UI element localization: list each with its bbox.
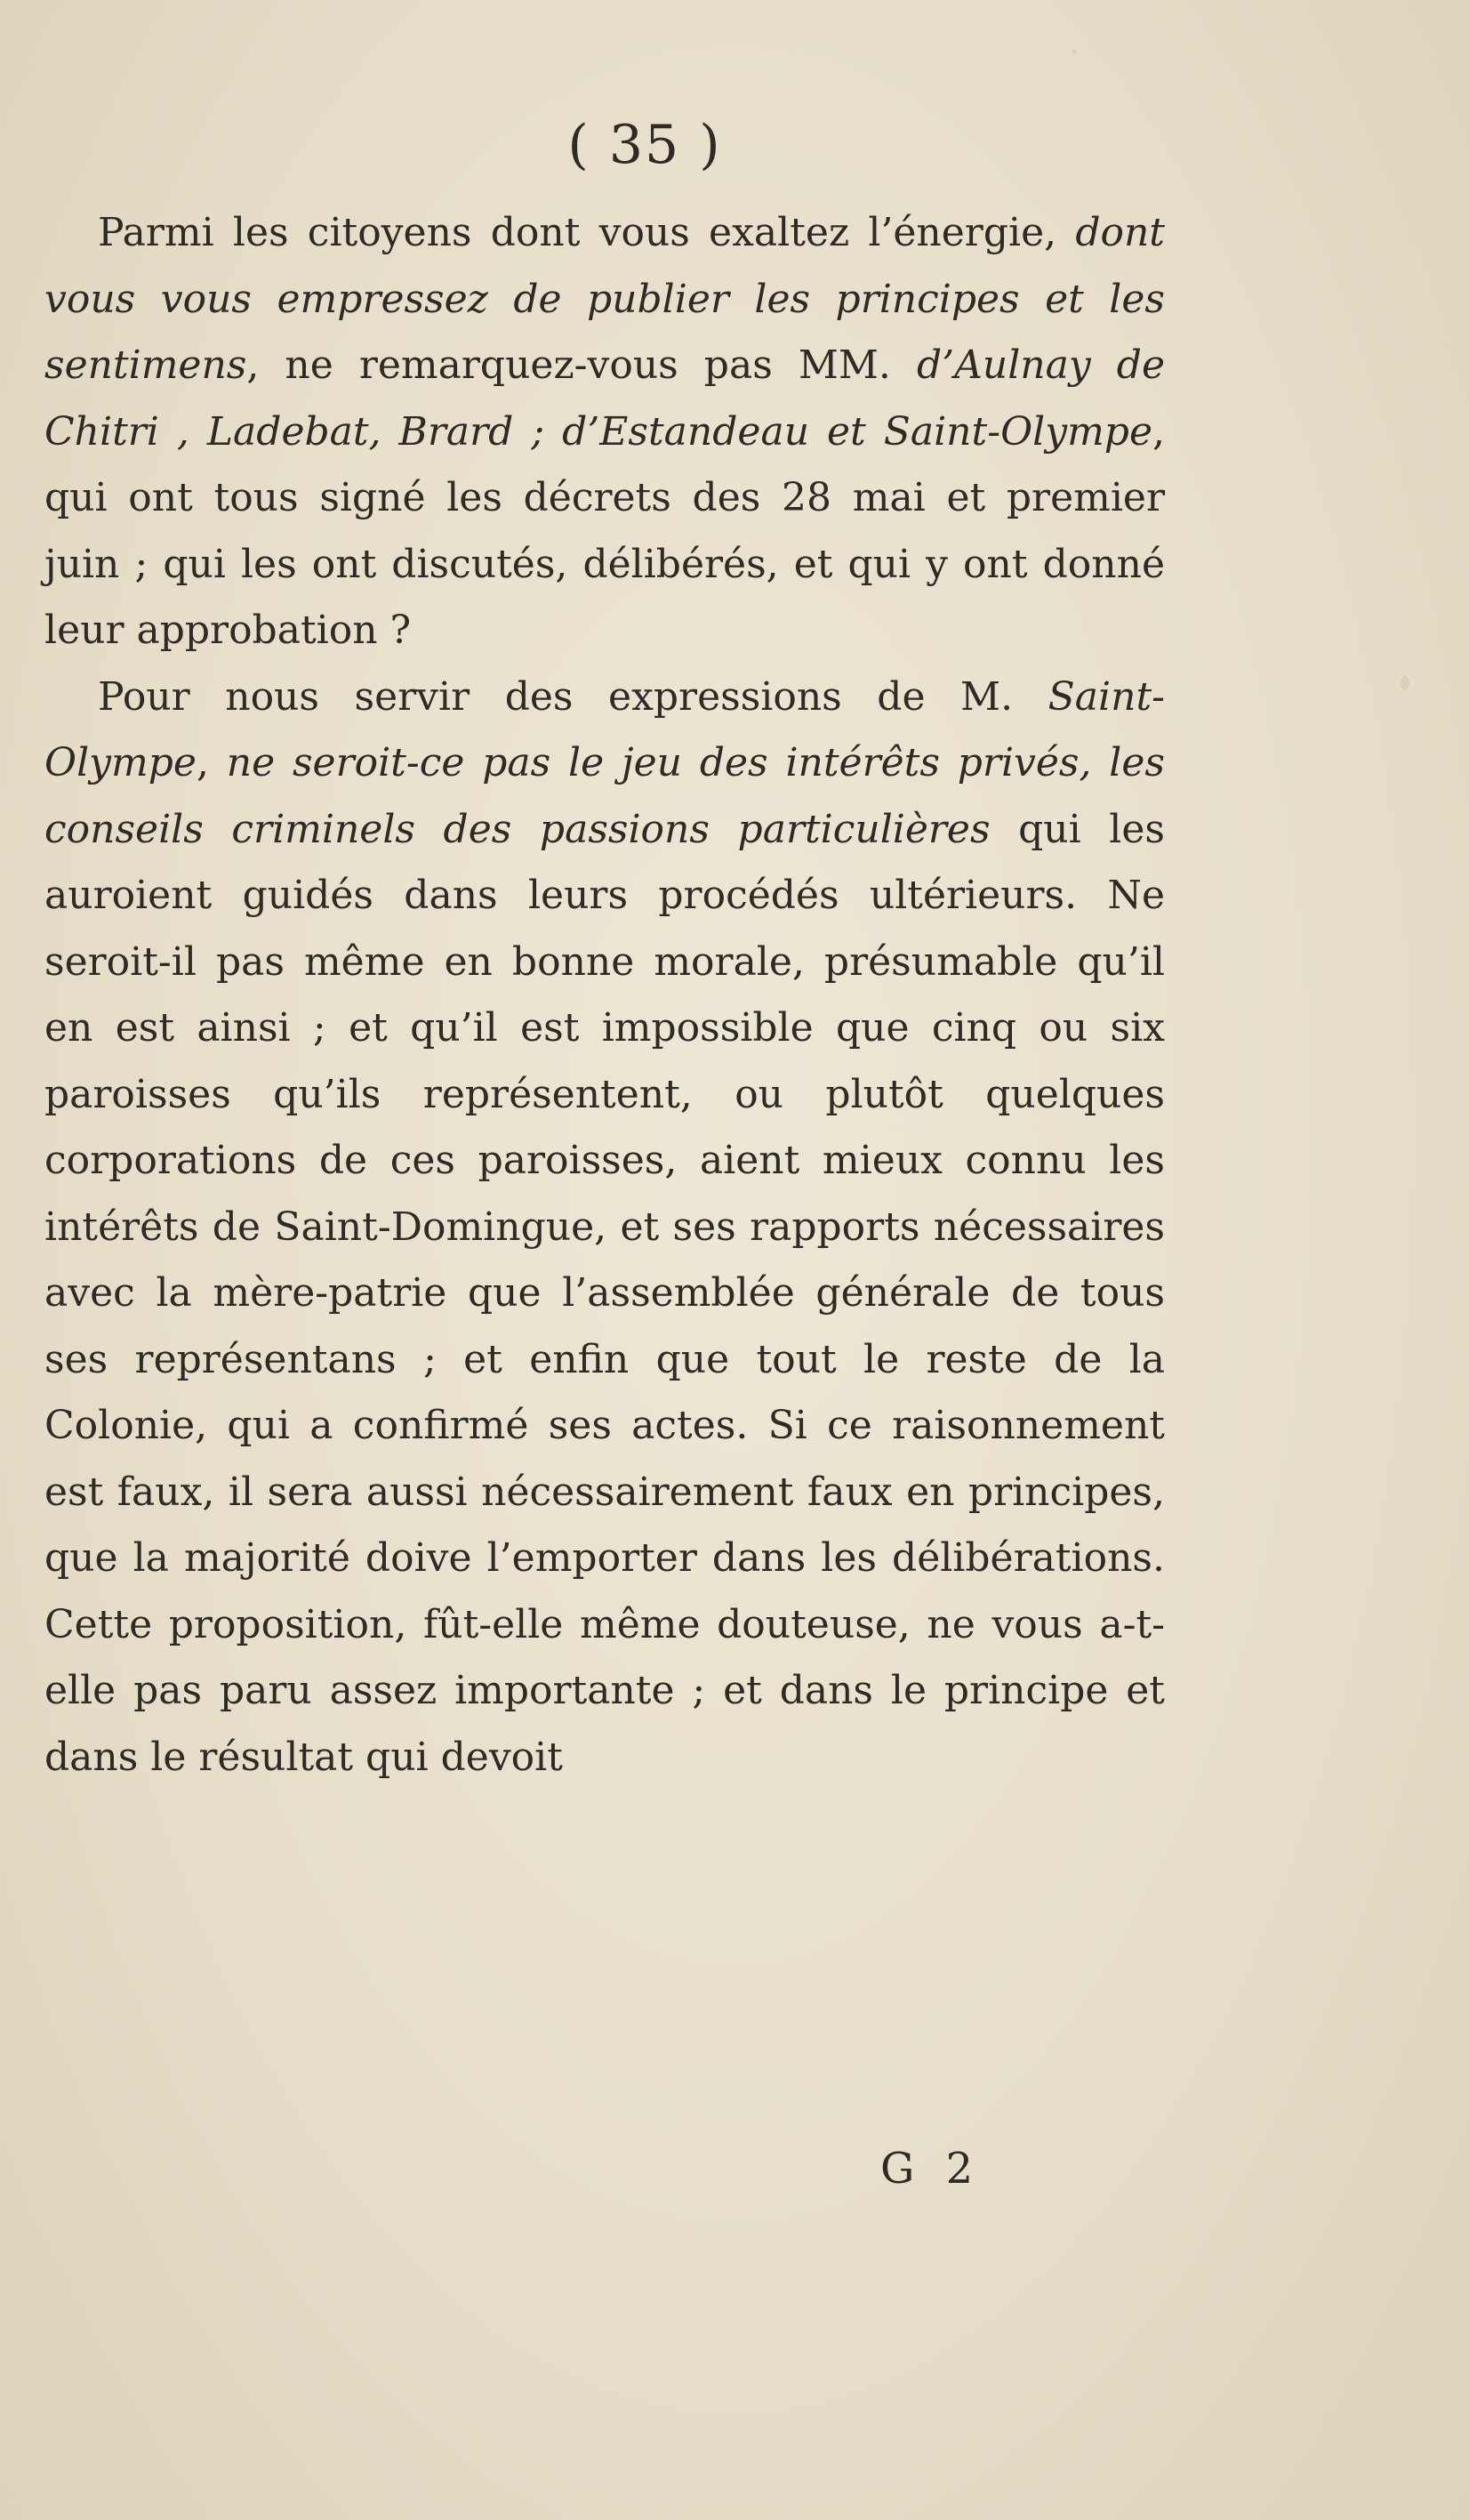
paper-stain — [1401, 676, 1409, 690]
paper-stain — [1072, 49, 1077, 54]
p2-text-2: , — [196, 740, 227, 785]
p2-text-1: Pour nous servir des expressions de M. — [98, 673, 1048, 720]
page-number: ( 35 ) — [567, 114, 722, 176]
p2-italic-quote: ne seroit-ce pas le jeu des intérêts privés, les conseils criminels des passions particulières — [44, 740, 1165, 852]
p2-text-3: qui les auroient guidés dans leurs procédés ultérieurs. Ne seroit-il pas même en bonne morale, présumable qu’il en est ainsi ; et qu’il est impossible que cinq ou six paroisses qu’ils représentent, ou plutôt quelques corporations de ces paroisses, aient mieux connu les intérêts de Saint-Domingue, et ses rapports nécessaires avec la mère-patrie que l’assemblée générale de tous ses représentans ; et enfin que tout le reste de la Colonie, qui a confirmé ses actes. Si ce raisonnement est faux, il sera aussi nécessairement faux en principes, que la majorité doive l’emporter dans les délibérations. Cette proposition, fût-elle même douteuse, ne vous a-t-elle pas paru assez importante ; et dans le principe et dans le résultat qui devoit — [44, 806, 1165, 1780]
p1-text-1: Parmi les citoyens dont vous exaltez l’énergie, — [98, 210, 1076, 255]
p1-text-3: , qui ont tous signé les décrets des 28 mai et premier juin ; qui les ont discutés, délibérés, et qui y ont donné leur approbation ? — [44, 408, 1165, 653]
p1-italic-1: dont vous vous empressez de publier les principes et les sentimens — [44, 210, 1165, 388]
body-text — [44, 200, 1165, 1791]
p2-italic-name: Saint-Olympe — [44, 673, 1165, 785]
paragraph-2 — [44, 664, 1165, 1791]
signature-mark: G 2 — [880, 2144, 983, 2194]
paragraph-1 — [44, 200, 1165, 664]
p1-italic-names: d’Aulnay de Chitri , Ladebat, Brard ; d’Estandeau et Saint-Olympe — [44, 342, 1165, 455]
p1-text-2: , ne remarquez-vous pas MM. — [246, 342, 917, 388]
